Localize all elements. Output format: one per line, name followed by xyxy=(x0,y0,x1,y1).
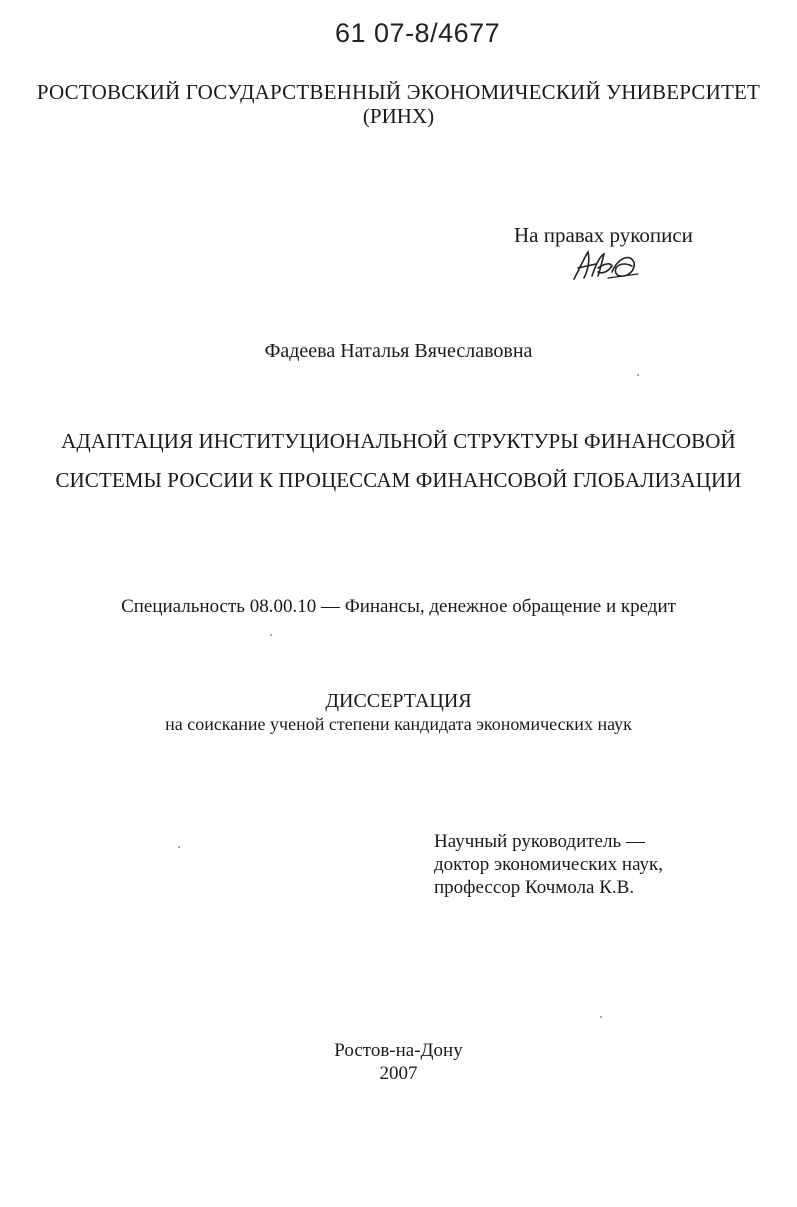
scan-speck xyxy=(178,846,180,848)
year: 2007 xyxy=(379,1063,418,1084)
dissertation-title-line-2: СИСТЕМЫ РОССИИ К ПРОЦЕССАМ ФИНАНСОВОЙ ГЛОБАЛИЗАЦИИ xyxy=(55,468,742,492)
specialty: Специальность 08.00.10 — Финансы, денежное обращение и кредит xyxy=(121,596,676,617)
document-type: ДИССЕРТАЦИЯ xyxy=(325,690,472,712)
catalog-number: 61 07-8/4677 xyxy=(335,18,501,48)
scan-speck xyxy=(600,1016,602,1018)
supervisor-block xyxy=(434,830,663,899)
manuscript-note: На правах рукописи xyxy=(514,223,693,247)
scan-speck xyxy=(270,634,272,636)
scan-speck xyxy=(637,374,639,376)
city: Ростов-на-Дону xyxy=(334,1040,463,1061)
signature-icon xyxy=(568,246,642,284)
supervisor-degree: доктор экономических наук, xyxy=(434,854,664,875)
university-abbreviation: (РИНХ) xyxy=(362,104,435,128)
degree-sought: на соискание ученой степени кандидата экономических наук xyxy=(165,714,632,734)
university-name: РОСТОВСКИЙ ГОСУДАРСТВЕННЫЙ ЭКОНОМИЧЕСКИЙ УНИВЕРСИТЕТ xyxy=(36,80,761,104)
dissertation-title-line-1: АДАПТАЦИЯ ИНСТИТУЦИОНАЛЬНОЙ СТРУКТУРЫ ФИНАНСОВОЙ xyxy=(61,429,736,453)
author-name: Фадеева Наталья Вячеславовна xyxy=(264,340,533,362)
supervisor-name: профессор Кочмола К.В. xyxy=(434,877,635,898)
supervisor-role: Научный руководитель — xyxy=(434,831,645,852)
